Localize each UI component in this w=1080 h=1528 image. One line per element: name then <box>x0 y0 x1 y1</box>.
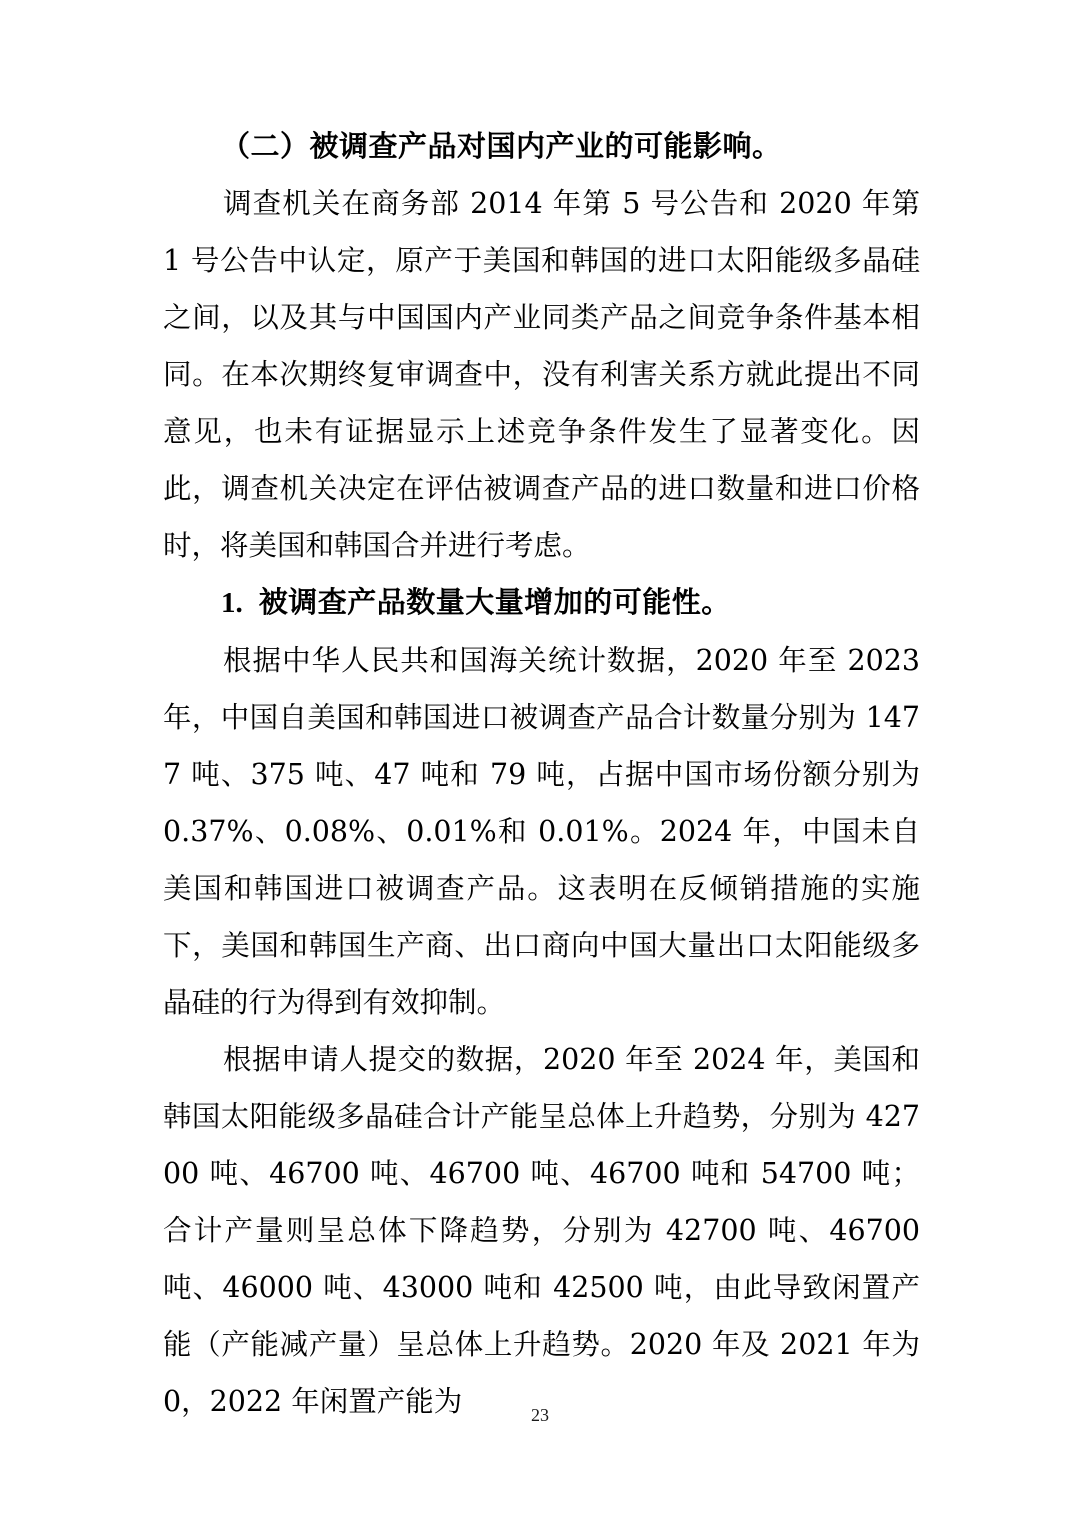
page-content <box>163 118 920 1430</box>
subsection-heading-label: 被调查产品数量大量增加的可能性。 <box>258 585 731 619</box>
page-number: 23 <box>531 1405 549 1425</box>
paragraph-customs-import-data: 根据中华人民共和国海关统计数据，2020 年至 2023 年，中国自美国和韩国进口被调查产品合计数量分别为 1477 吨、375 吨、47 吨和 79 吨，占据中国市场份额分别为 0.37%、0.08%、0.01%和 0.01%。2024 年，中国未自美国和韩国进口被调查产品。这表明在反倾销措施的实施下，美国和韩国生产商、出口商向中国大量出口太阳能级多晶硅的行为得到有效抑制。 <box>163 644 920 1019</box>
paragraph-competition-conditions: 调查机关在商务部 2014 年第 5 号公告和 2020 年第 1 号公告中认定，原产于美国和韩国的进口太阳能级多晶硅之间，以及其与中国国内产业同类产品之间竞争条件基本相同。在本次期终复审调查中，没有利害关系方就此提出不同意见，也未有证据显示上述竞争条件发生了显著变化。因此，调查机关决定在评估被调查产品的进口数量和进口价格时，将美国和韩国合并进行考虑。 <box>163 187 920 562</box>
subsection-heading-1 <box>163 574 920 632</box>
paragraph-capacity-output-data: 根据申请人提交的数据，2020 年至 2024 年，美国和韩国太阳能级多晶硅合计产能呈总体上升趋势，分别为 42700 吨、46700 吨、46700 吨、46700 吨和 54700 吨；合计产量则呈总体下降趋势，分别为 42700 吨、46700 吨、46000 吨、43000 吨和 42500 吨，由此导致闲置产能（产能减产量）呈总体上升趋势。2020 年及 2021 年为 0，2022 年闲置产能为 <box>163 1043 920 1418</box>
subsection-number: 1. <box>221 587 243 619</box>
section-heading-er: （二）被调查产品对国内产业的可能影响。 <box>221 129 782 163</box>
